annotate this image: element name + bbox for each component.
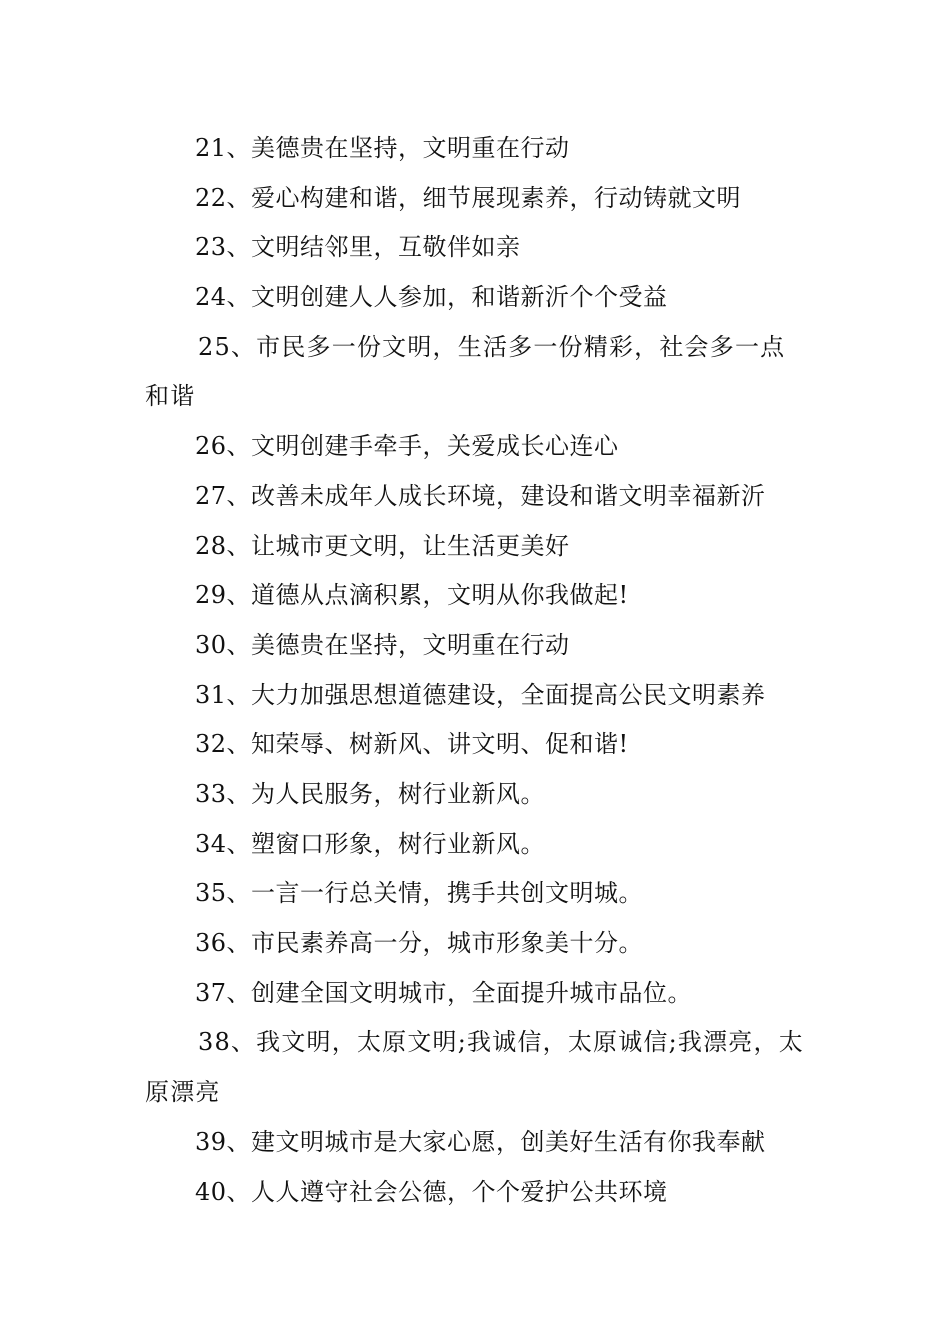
slogan-line-35: 35、一言一行总关情，携手共创文明城。: [195, 879, 644, 908]
slogan-line-31: 31、大力加强思想道德建设，全面提高公民文明素养: [195, 680, 766, 709]
slogan-line-26: 26、文明创建手牵手，关爱成长心连心: [195, 432, 619, 461]
slogan-line-36: 36、市民素养高一分，城市形象美十分。: [195, 929, 644, 958]
slogan-line-33: 33、为人民服务，树行业新风。: [195, 779, 546, 808]
slogan-line-40: 40、人人遵守社会公德，个个爱护公共环境: [195, 1177, 668, 1206]
slogan-line-29: 29、道德从点滴积累，文明从你我做起!: [195, 581, 629, 610]
slogan-line-30: 30、美德贵在坚持，文明重在行动: [195, 630, 570, 659]
slogan-line-32: 32、知荣辱、树新风、讲文明、促和谐!: [195, 730, 629, 759]
slogan-line-24: 24、文明创建人人参加，和谐新沂个个受益: [195, 283, 668, 312]
slogan-line-22: 22、爱心构建和谐，细节展现素养，行动铸就文明: [195, 183, 742, 212]
slogan-line-28: 28、让城市更文明，让生活更美好: [195, 531, 570, 560]
slogan-list: [145, 124, 810, 1217]
slogan-line-39: 39、建文明城市是大家心愿，创美好生活有你我奉献: [195, 1127, 766, 1156]
slogan-line-38: 38、我文明，太原文明;我诚信，太原诚信;我漂亮，太原漂亮: [145, 1028, 804, 1107]
slogan-line-37: 37、创建全国文明城市，全面提升城市品位。: [195, 978, 693, 1007]
slogan-line-34: 34、塑窗口形象，树行业新风。: [195, 829, 546, 858]
slogan-line-27: 27、改善未成年人成长环境，建设和谐文明幸福新沂: [195, 481, 766, 510]
slogan-line-21: 21、美德贵在坚持，文明重在行动: [195, 134, 570, 162]
slogan-line-23: 23、文明结邻里，互敬伴如亲: [195, 233, 521, 262]
slogan-line-25: 25、市民多一份文明，生活多一份精彩，社会多一点和谐: [145, 332, 786, 411]
